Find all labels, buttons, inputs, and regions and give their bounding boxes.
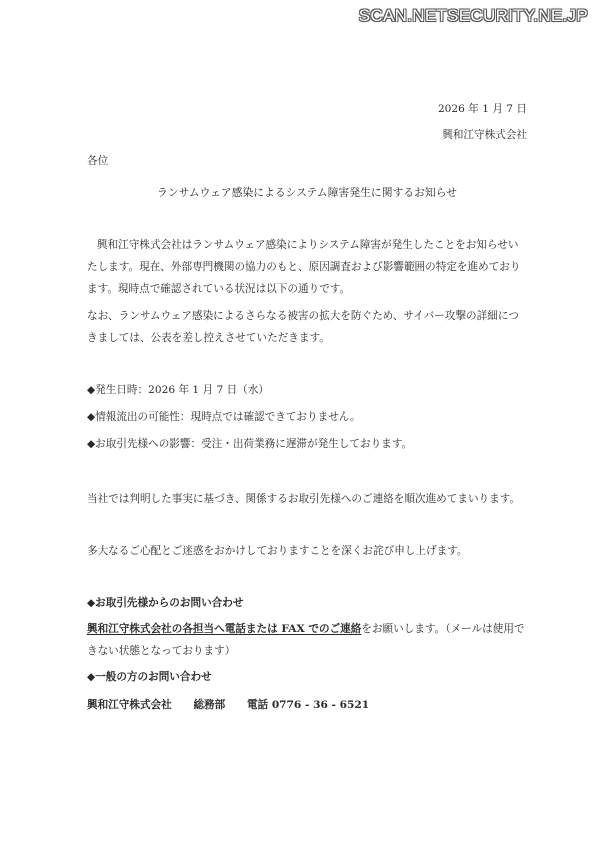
- document-date: 2026 年 1 月 7 日: [437, 103, 527, 115]
- business-contact-heading: ◆お取引先様からのお問い合わせ: [87, 597, 244, 609]
- general-contact-company: 興和江守株式会社: [87, 699, 172, 711]
- business-contact-emphasis: 興和江守株式会社の各担当へ電話または FAX でのご連絡: [87, 623, 362, 635]
- issuer-name: 興和江守株式会社: [442, 129, 527, 141]
- bullet-occurrence-date: ◆発生日時：2026 年 1 月 7 日（水）: [87, 384, 269, 396]
- bullet-business-impact: ◆お取引先様への影響：受注・出荷業務に遅滞が発生しております。: [87, 438, 413, 450]
- general-contact-department: 総務部: [193, 699, 226, 711]
- general-contact-heading: ◆一般の方のお問い合わせ: [87, 671, 212, 683]
- disclosure-paragraph: なお、ランサムウェア感染によるさらなる被害の拡大を防ぐため、サイバー攻撃の詳細につきましては、公表を差し控えさせていただきます。: [87, 310, 519, 344]
- watermark: SCAN.NETSECURITY.NE.JP: [358, 6, 588, 25]
- intro-paragraph: 興和江守株式会社はランサムウェア感染によりシステム障害が発生したことをお知らせいたします。現在、外部専門機関の協力のもと、原因調査および影響範囲の特定を進めております。現時点で確認されている状況は以下の通りです。: [87, 239, 521, 295]
- business-contact-text: [87, 618, 527, 662]
- bullet-data-leak: ◆情報流出の可能性：現時点では確認できておりません。: [87, 411, 361, 423]
- followup-paragraph: 当社では判明した事実に基づき、関係するお取引先様へのご連絡を順次進めてまいります。: [87, 493, 521, 505]
- apology-paragraph: 多大なるご心配とご迷惑をおかけしておりますことを深くお詫び申し上げます。: [87, 545, 468, 557]
- addressee: 各位: [87, 155, 109, 167]
- general-contact-phone: 電話 0776 - 36 - 6521: [246, 699, 370, 711]
- business-contact-rest: をお願いします。（メールは使用できない状態となっております）: [87, 623, 525, 657]
- document-title: ランサムウェア感染によるシステム障害発生に関するお知らせ: [157, 186, 457, 199]
- general-contact-line: [87, 700, 387, 711]
